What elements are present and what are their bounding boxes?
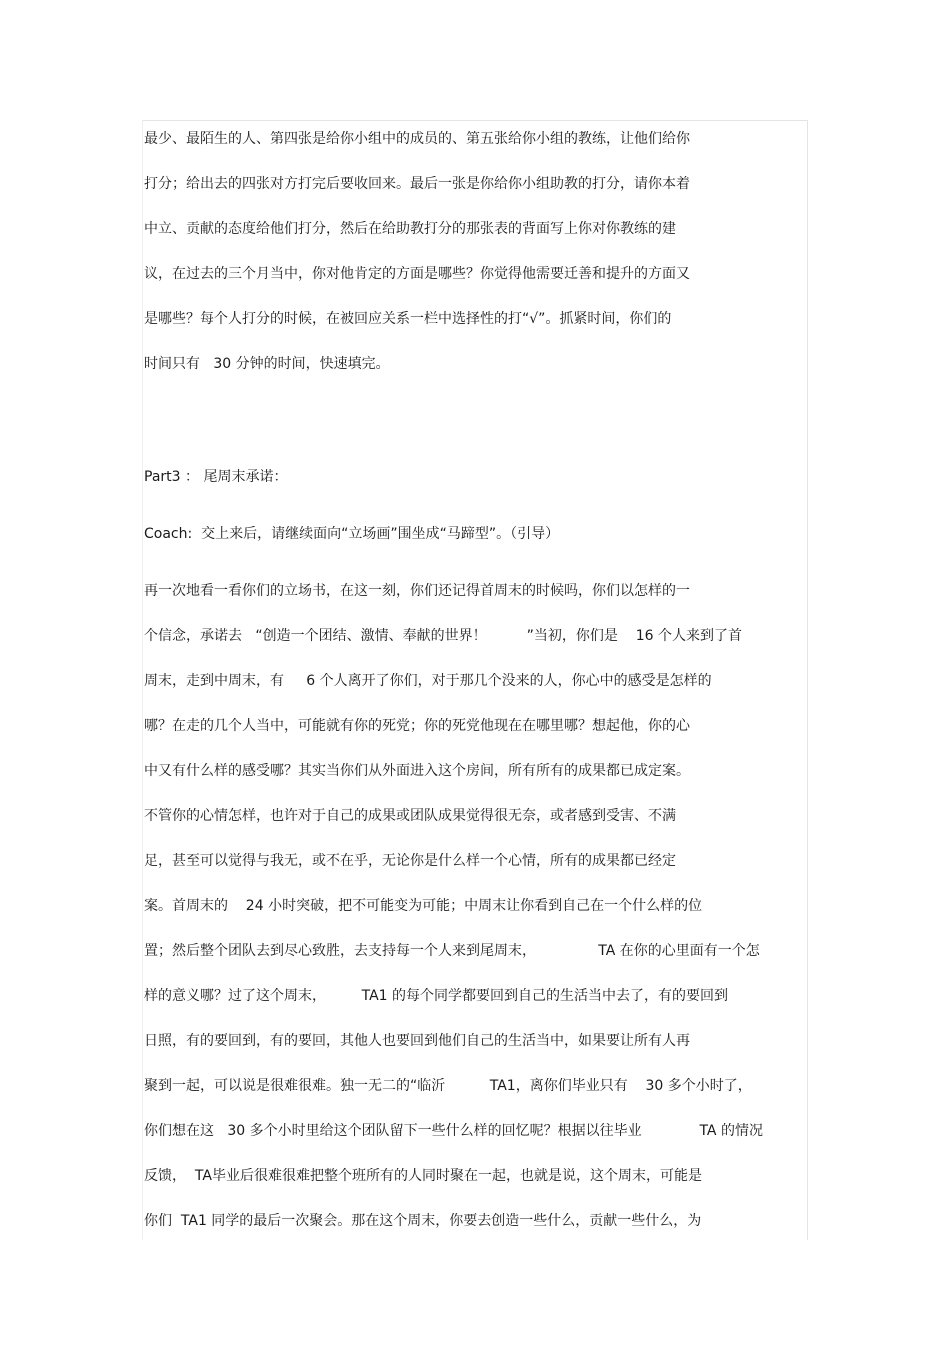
text-line: 反馈， TA毕业后很难很难把整个班所有的人同时聚在一起，也就是说，这个周末，可能是 bbox=[144, 1168, 702, 1184]
text-line: 是哪些？每个人打分的时候，在被回应关系一栏中选择性的打“√”。抓紧时间，你们的 bbox=[144, 311, 672, 327]
text-line: 再一次地看一看你们的立场书，在这一刻，你们还记得首周末的时候吗，你们以怎样的一 bbox=[144, 583, 690, 599]
text-line: 议，在过去的三个月当中，你对他肯定的方面是哪些？你觉得他需要迁善和提升的方面又 bbox=[144, 266, 690, 282]
text-line: 个信念，承诺去 “创造一个团结、激情、奉献的世界！ ”当初，你们是 16 个人来到了首 bbox=[144, 628, 742, 644]
text-line: 最少、最陌生的人、第四张是给你小组中的成员的、第五张给你小组的教练，让他们给你 bbox=[144, 131, 690, 147]
text-line: 案。首周末的 24 小时突破，把不可能变为可能；中周末让你看到自己在一个什么样的位 bbox=[144, 898, 703, 914]
coach-instruction: Coach: 交上来后，请继续面向“立场画”围坐成“马蹄型”。（引导） bbox=[144, 526, 560, 542]
text-line: 你们想在这 30 多个小时里给这个团队留下一些什么样的回忆呢？根据以往毕业 TA 的情况 bbox=[144, 1123, 763, 1139]
text-line: 时间只有 30 分钟的时间，快速填完。 bbox=[144, 356, 390, 372]
text-line: 日照，有的要回到，有的要回，其他人也要回到他们自己的生活当中，如果要让所有人再 bbox=[144, 1033, 690, 1049]
text-line: 足，甚至可以觉得与我无，或不在乎，无论你是什么样一个心情，所有的成果都已经定 bbox=[144, 853, 676, 869]
text-line: 哪？在走的几个人当中，可能就有你的死党；你的死党他现在在哪里哪？想起他，你的心 bbox=[144, 718, 690, 734]
text-line: 样的意义哪？过了这个周末， TA1 的每个同学都要回到自己的生活当中去了，有的要回到 bbox=[144, 988, 728, 1004]
text-line: 不管你的心情怎样，也许对于自己的成果或团队成果觉得很无奈，或者感到受害、不满 bbox=[144, 808, 676, 824]
text-line: 置；然后整个团队去到尽心致胜，去支持每一个人来到尾周末， TA 在你的心里面有一个怎 bbox=[144, 943, 760, 959]
section-heading: Part3 ： 尾周末承诺： bbox=[144, 469, 288, 485]
text-line: 打分；给出去的四张对方打完后要收回来。最后一张是你给你小组助教的打分，请你本着 bbox=[144, 176, 690, 192]
text-line: 你们 TA1 同学的最后一次聚会。那在这个周末，你要去创造一些什么，贡献一些什么，为 bbox=[144, 1213, 702, 1229]
text-line: 中又有什么样的感受哪？其实当你们从外面进入这个房间，所有所有的成果都已成定案。 bbox=[144, 763, 690, 779]
text-line: 中立、贡献的态度给他们打分，然后在给助教打分的那张表的背面写上你对你教练的建 bbox=[144, 221, 676, 237]
text-line: 聚到一起，可以说是很难很难。独一无二的“临沂 TA1，离你们毕业只有 30 多个小时了， bbox=[144, 1078, 752, 1094]
text-line: 周末，走到中周末，有 6 个人离开了你们，对于那几个没来的人，你心中的感受是怎样的 bbox=[144, 673, 712, 689]
